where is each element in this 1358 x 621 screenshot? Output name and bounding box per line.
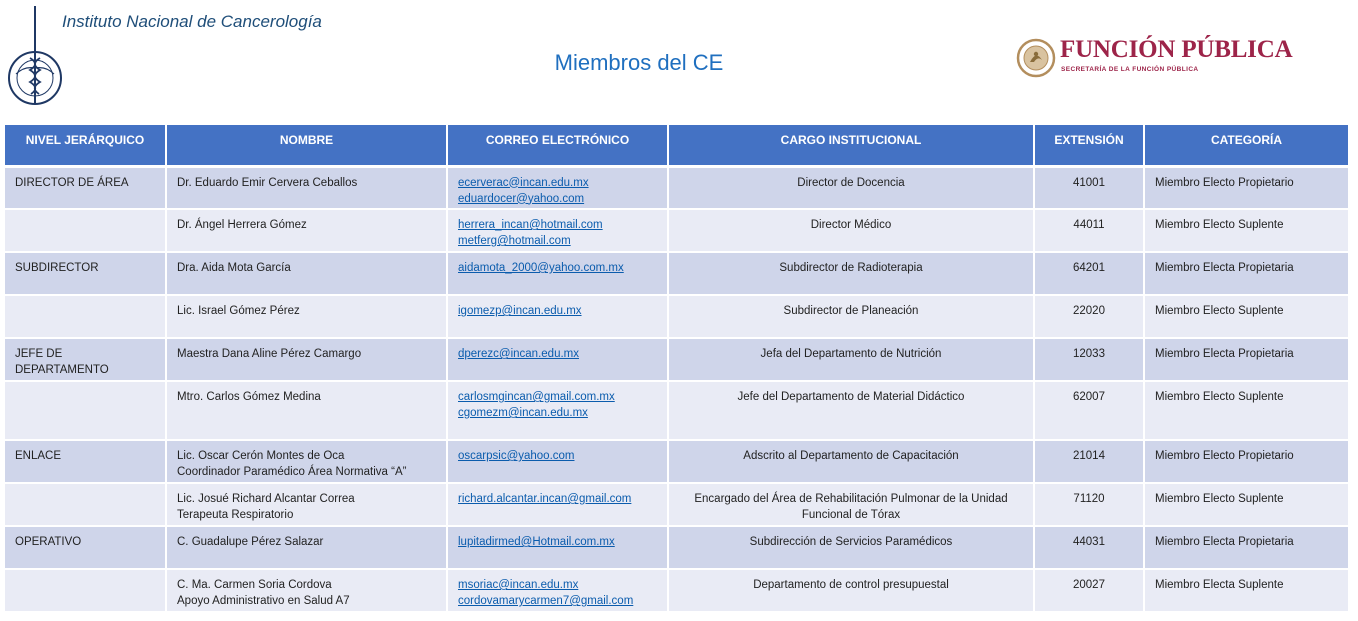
cell-nombre [166,526,447,569]
member-position: Terapeuta Respiratorio [177,509,294,521]
cell-cargo: Director de Docencia [668,166,1034,209]
cell-correo [447,252,668,295]
email-link[interactable]: cordovamarycarmen7@gmail.com [458,595,634,607]
cell-categoria: Miembro Electo Propietario [1144,166,1349,209]
member-name: Dra. Aida Mota García [177,262,291,274]
table-header-row [5,125,1349,166]
column-header-categoria: CATEGORÍA [1144,125,1349,166]
cell-nivel: DIRECTOR DE ÁREA [5,166,166,209]
cell-extension: 62007 [1034,381,1144,440]
email-link[interactable]: metferg@hotmail.com [458,235,571,247]
cell-nivel [5,569,166,612]
cell-extension: 20027 [1034,569,1144,612]
cell-nombre [166,209,447,252]
cell-categoria: Miembro Electo Suplente [1144,295,1349,338]
cell-categoria: Miembro Electo Suplente [1144,209,1349,252]
email-link[interactable]: ecerverac@incan.edu.mx [458,176,589,189]
member-name: Dr. Ángel Herrera Gómez [177,219,307,231]
cell-nivel: OPERATIVO [5,526,166,569]
cell-correo [447,381,668,440]
email-link[interactable]: carlosmgincan@gmail.com.mx [458,391,615,403]
cell-nivel: SUBDIRECTOR [5,252,166,295]
cell-nivel [5,381,166,440]
cell-nombre [166,252,447,295]
cell-correo [447,526,668,569]
email-link[interactable]: herrera_incan@hotmail.com [458,219,603,231]
member-position: Coordinador Paramédico Área Normativa “A” [177,466,407,478]
cell-cargo: Departamento de control presupuestal [668,569,1034,612]
table-row [5,483,1349,526]
cell-nivel [5,483,166,526]
cell-correo [447,569,668,612]
member-name: Maestra Dana Aline Pérez Camargo [177,348,362,360]
table-row [5,166,1349,209]
mexico-seal-icon [1016,38,1056,78]
cell-cargo: Encargado del Área de Rehabilitación Pulmonar de la Unidad Funcional de Tórax [668,483,1034,526]
members-table [5,125,1350,613]
cell-cargo: Director Médico [668,209,1034,252]
email-link[interactable]: oscarpsic@yahoo.com [458,450,575,462]
column-header-nombre: NOMBRE [166,125,447,166]
table-row [5,338,1349,381]
table-row [5,569,1349,612]
table-row [5,526,1349,569]
cell-nombre [166,338,447,381]
cell-nombre [166,295,447,338]
cell-categoria: Miembro Electa Propietaria [1144,252,1349,295]
member-name: Lic. Josué Richard Alcantar Correa [177,493,355,505]
funcion-publica-wordmark: FUNCIÓN PÚBLICA [1060,36,1293,63]
cell-categoria: Miembro Electo Suplente [1144,483,1349,526]
member-name: Dr. Eduardo Emir Cervera Ceballos [177,176,358,189]
cell-correo [447,338,668,381]
page-title: Miembros del CE [554,50,724,75]
cell-nombre [166,440,447,483]
email-link[interactable]: eduardocer@yahoo.com [458,192,585,205]
cell-nombre [166,166,447,209]
member-name: C. Guadalupe Pérez Salazar [177,536,324,548]
cell-correo [447,209,668,252]
member-name: C. Ma. Carmen Soria Cordova [177,579,332,591]
member-position: Apoyo Administrativo en Salud A7 [177,595,350,607]
member-name: Lic. Israel Gómez Pérez [177,305,300,317]
funcion-publica-subtitle: SECRETARÍA DE LA FUNCIÓN PÚBLICA [1061,66,1199,73]
email-link[interactable]: aidamota_2000@yahoo.com.mx [458,262,624,274]
member-name: Mtro. Carlos Gómez Medina [177,391,321,403]
cell-categoria: Miembro Electo Suplente [1144,381,1349,440]
cell-cargo: Jefa del Departamento de Nutrición [668,338,1034,381]
email-link[interactable]: msoriac@incan.edu.mx [458,579,579,591]
email-link[interactable]: lupitadirmed@Hotmail.com.mx [458,536,615,548]
column-header-cargo: CARGO INSTITUCIONAL [668,125,1034,166]
cell-correo [447,440,668,483]
cell-nivel [5,295,166,338]
cell-nombre [166,569,447,612]
cell-correo [447,166,668,209]
cell-nombre [166,381,447,440]
column-header-nivel: NIVEL JERÁRQUICO [5,125,166,166]
email-link[interactable]: dperezc@incan.edu.mx [458,348,579,360]
cell-nombre [166,483,447,526]
column-header-correo: CORREO ELECTRÓNICO [447,125,668,166]
email-link[interactable]: igomezp@incan.edu.mx [458,305,582,317]
email-link[interactable]: cgomezm@incan.edu.mx [458,407,588,419]
table-row [5,209,1349,252]
cell-categoria: Miembro Electa Suplente [1144,569,1349,612]
cell-categoria: Miembro Electa Propietaria [1144,526,1349,569]
cell-cargo: Subdirección de Servicios Paramédicos [668,526,1034,569]
cell-cargo: Subdirector de Planeación [668,295,1034,338]
cell-cargo: Adscrito al Departamento de Capacitación [668,440,1034,483]
cell-categoria: Miembro Electo Propietario [1144,440,1349,483]
cell-nivel: ENLACE [5,440,166,483]
cell-extension: 12033 [1034,338,1144,381]
cell-extension: 22020 [1034,295,1144,338]
column-header-extension: EXTENSIÓN [1034,125,1144,166]
member-name: Lic. Oscar Cerón Montes de Oca [177,450,345,462]
table-row [5,295,1349,338]
cell-extension: 41001 [1034,166,1144,209]
table-row [5,252,1349,295]
cell-extension: 21014 [1034,440,1144,483]
cell-extension: 64201 [1034,252,1144,295]
cell-correo [447,483,668,526]
cell-cargo: Subdirector de Radioterapia [668,252,1034,295]
cell-categoria: Miembro Electa Propietaria [1144,338,1349,381]
cell-extension: 44031 [1034,526,1144,569]
funcion-publica-logo [1016,36,1316,80]
cell-extension: 71120 [1034,483,1144,526]
table-row [5,381,1349,440]
table-row [5,440,1349,483]
institution-name: Instituto Nacional de Cancerología [62,12,322,31]
cell-cargo: Jefe del Departamento de Material Didáctico [668,381,1034,440]
cell-correo [447,295,668,338]
cell-nivel [5,209,166,252]
cell-extension: 44011 [1034,209,1144,252]
cell-nivel: JEFE DE DEPARTAMENTO [5,338,166,381]
email-link[interactable]: richard.alcantar.incan@gmail.com [458,493,632,505]
